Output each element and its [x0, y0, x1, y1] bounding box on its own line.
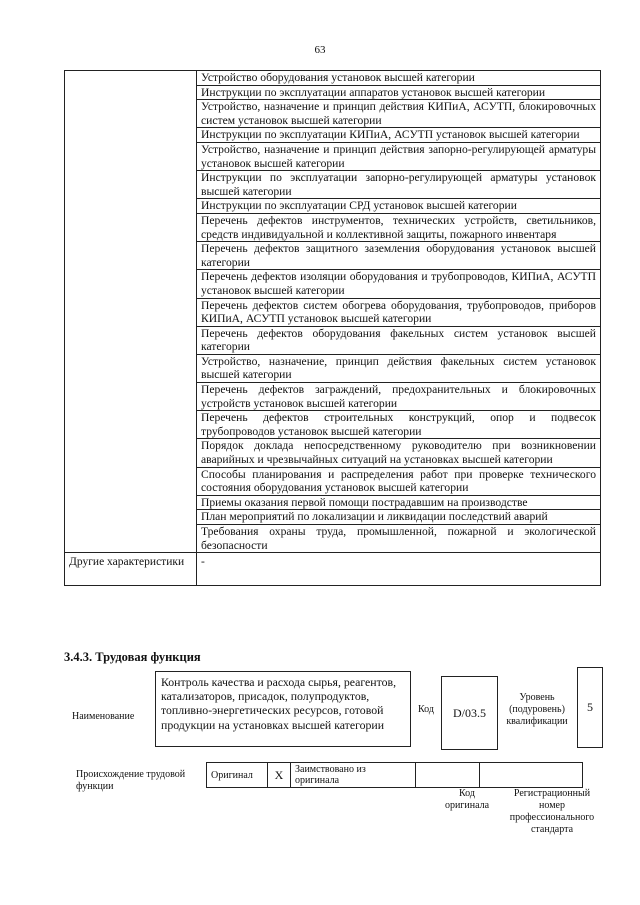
registration-number-caption: Регистрационный номер профессионального стандарта [509, 788, 595, 835]
qualification-level-label: Уровень (подуровень) квалификации [506, 692, 568, 727]
requirement-item: Устройство оборудования установок высшей категории [197, 71, 601, 86]
requirements-table [64, 70, 601, 586]
requirement-item: Перечень дефектов оборудования факельных систем установок высшей категории [197, 326, 601, 354]
requirement-item: Устройство, назначение и принцип действия запорно-регулирующей арматуры установок высшей категории [197, 142, 601, 170]
origin-label: Происхождение трудовой функции [76, 769, 186, 792]
requirements-row [65, 71, 601, 86]
requirement-item: Перечень дефектов изоляции оборудования и трубопроводов, КИПиА, АСУТП установок высшей категории [197, 270, 601, 298]
requirement-item: Устройство, назначение, принцип действия факельных систем установок высшей категории [197, 354, 601, 382]
qualification-level-box: 5 [577, 667, 603, 748]
other-characteristics-value: - [197, 553, 601, 586]
name-label: Наименование [72, 711, 135, 722]
page-number: 63 [314, 44, 326, 56]
other-characteristics-label: Другие характеристики [65, 553, 197, 586]
requirement-item: Инструкции по эксплуатации запорно-регулирующей арматуры установок высшей категории [197, 171, 601, 199]
section-title: 3.4.3. Трудовая функция [64, 650, 201, 664]
original-label: Оригинал [207, 763, 268, 788]
requirement-item: Порядок доклада непосредственному руководителю при возникновении аварийных и чрезвычайных ситуаций на установках высшей категории [197, 439, 601, 467]
original-code-cell [416, 763, 480, 788]
requirements-label-cell [65, 71, 197, 553]
requirement-item: Инструкции по эксплуатации КИПиА, АСУТП установок высшей категории [197, 128, 601, 143]
requirement-item: Устройство, назначение и принцип действия КИПиА, АСУТП, блокировочных систем установок высшей категории [197, 100, 601, 128]
requirement-item: Перечень дефектов инструментов, технических устройств, светильников, средств индивидуальной и коллективной защиты, пожарного инвентаря [197, 213, 601, 241]
function-name-box: Контроль качества и расхода сырья, реагентов, катализаторов, присадок, полупродуктов, топливно-энергетических ресурсов, готовой продукции на установках высшей категории [155, 671, 411, 747]
requirement-item: Инструкции по эксплуатации СРД установок высшей категории [197, 199, 601, 214]
requirement-item: Инструкции по эксплуатации аппаратов установок высшей категории [197, 85, 601, 100]
other-characteristics-row [65, 553, 601, 586]
origin-table [206, 762, 583, 788]
borrowed-label: Заимствовано из оригинала [291, 763, 416, 788]
requirement-item: Приемы оказания первой помощи пострадавшим на производстве [197, 495, 601, 510]
original-mark: X [268, 763, 291, 788]
code-value-box: D/03.5 [441, 676, 498, 750]
requirement-item: Способы планирования и распределения работ при проверке технического состояния оборудования установок высшей категории [197, 467, 601, 495]
code-label: Код [418, 704, 434, 715]
requirement-item: Требования охраны труда, промышленной, пожарной и экологической безопасности [197, 525, 601, 553]
requirement-item: Перечень дефектов строительных конструкций, опор и подвесок трубопроводов установок высшей категории [197, 411, 601, 439]
requirement-item: Перечень дефектов заграждений, предохранительных и блокировочных устройств установок высшей категории [197, 383, 601, 411]
registration-number-cell [480, 763, 583, 788]
requirement-item: Перечень дефектов защитного заземления оборудования установок высшей категории [197, 242, 601, 270]
requirement-item: Перечень дефектов систем обогрева оборудования, трубопроводов, приборов КИПиА, АСУТП установок высшей категории [197, 298, 601, 326]
code-original-caption: Код оригинала [444, 788, 490, 811]
requirement-item: План мероприятий по локализации и ликвидации последствий аварий [197, 510, 601, 525]
